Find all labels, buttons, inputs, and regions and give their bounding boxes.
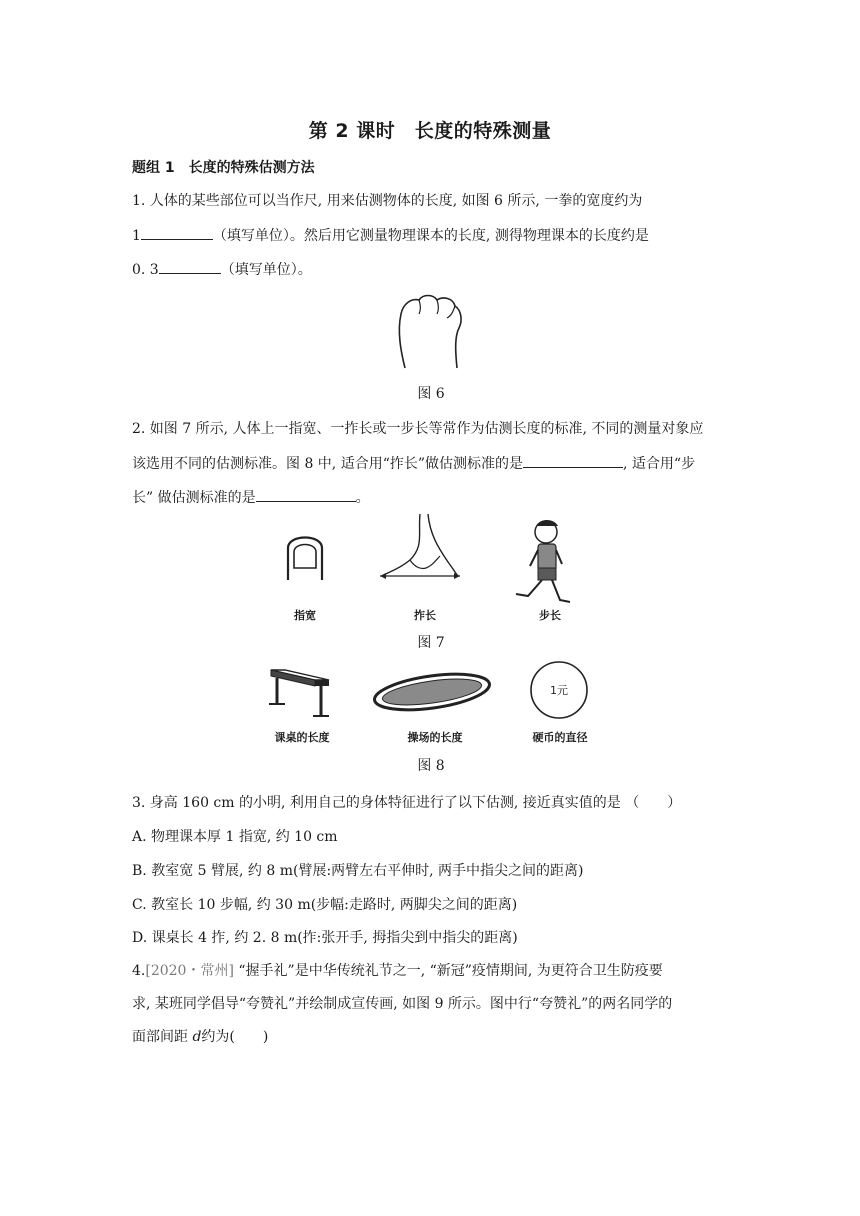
q4-line1-rest: “握手礼”是中华传统礼节之一, “新冠”疫情期间, 为更符合卫生防疫要 — [238, 963, 663, 979]
q1-line3-rest: （填写单位）。 — [220, 262, 312, 278]
q1-prefix-2: 0. 3 — [132, 262, 159, 278]
q1-line2-rest: （填写单位）。然后用它测量物理课本的长度, 测得物理课本的长度约是 — [212, 228, 649, 244]
q4-source: [2020・常州] — [145, 963, 234, 979]
q1-prefix-1: 1 — [132, 228, 141, 244]
q4-line3-start: 面部间距 — [132, 1029, 193, 1045]
q3-option-b[interactable]: B. 教室宽 5 臂展, 约 8 m(臂展:两臂左右平伸时, 两手中指尖之间的距离) — [132, 863, 584, 879]
q4-number: 4. — [132, 963, 146, 979]
fig8-illustration — [265, 660, 595, 724]
q1-line3 — [132, 259, 312, 279]
coin-text: 1元 — [550, 684, 568, 697]
fig7-caption: 图 7 — [417, 635, 445, 651]
q2-line3-start: 长” 做估测标准的是 — [132, 490, 256, 506]
q4-line2: 求, 某班同学倡导“夸赞礼”并绘制成宣传画, 如图 9 所示。图中行“夸赞礼”的两名同学的 — [132, 996, 673, 1012]
q3-stem: 3. 身高 160 cm 的小明, 利用自己的身体特征进行了以下估测, 接近真实值的是 （ ） — [132, 795, 682, 811]
q2-blank-2[interactable] — [256, 487, 356, 502]
walking-person-icon — [516, 520, 570, 602]
q1-blank-2[interactable] — [159, 259, 221, 274]
fig7-label-finger: 指宽 — [294, 609, 316, 622]
q2-line3-end: 。 — [355, 490, 370, 506]
section-heading: 题组 1 长度的特殊估测方法 — [132, 160, 315, 176]
q4-line3 — [132, 1026, 268, 1046]
desk-icon — [269, 670, 329, 716]
q2-line3 — [132, 487, 370, 507]
q4-line3-end: 约为( ) — [201, 1029, 269, 1045]
fist-illustration — [395, 292, 467, 372]
q1-blank-1[interactable] — [141, 225, 213, 240]
track-icon — [372, 668, 491, 716]
q3-option-d[interactable]: D. 课桌长 4 拃, 约 2. 8 m(拃:张开手, 拇指尖到中指尖的距离) — [132, 930, 518, 946]
q3-option-a[interactable]: A. 物理课本厚 1 指宽, 约 10 cm — [132, 829, 338, 845]
fig7-label-step: 步长 — [539, 609, 561, 622]
fig8-label-desk: 课桌的长度 — [274, 731, 330, 744]
fig8-label-track: 操场的长度 — [407, 731, 463, 744]
finger-width-icon — [288, 538, 322, 581]
q2-line2-start: 该选用不同的估测标准。图 8 中, 适合用“拃长”做估测标准的是 — [132, 456, 524, 472]
q2-line2-end: , 适合用“步 — [623, 456, 696, 472]
q1-line2 — [132, 225, 649, 245]
fig8-label-coin: 硬币的直径 — [532, 731, 588, 744]
fig7-label-span: 拃长 — [414, 609, 436, 622]
fig6-caption: 图 6 — [417, 386, 445, 402]
page-title: 第 2 课时 长度的特殊测量 — [308, 120, 552, 142]
q2-line2 — [132, 453, 695, 473]
q2-blank-1[interactable] — [523, 453, 623, 468]
fig7-illustration — [270, 510, 600, 610]
hand-span-icon — [380, 514, 460, 579]
fig8-caption: 图 8 — [417, 758, 445, 774]
q3-option-c[interactable]: C. 教室长 10 步幅, 约 30 m(步幅:走路时, 两脚尖之间的距离) — [132, 897, 518, 913]
q1-line1: 1. 人体的某些部位可以当作尺, 用来估测物体的长度, 如图 6 所示, 一拳的宽度约为 — [132, 193, 643, 209]
q4-variable-d: d — [192, 1029, 202, 1045]
q4-line1 — [132, 960, 663, 980]
q2-line1: 2. 如图 7 所示, 人体上一指宽、一拃长或一步长等常作为估测长度的标准, 不同的测量对象应 — [132, 421, 704, 437]
